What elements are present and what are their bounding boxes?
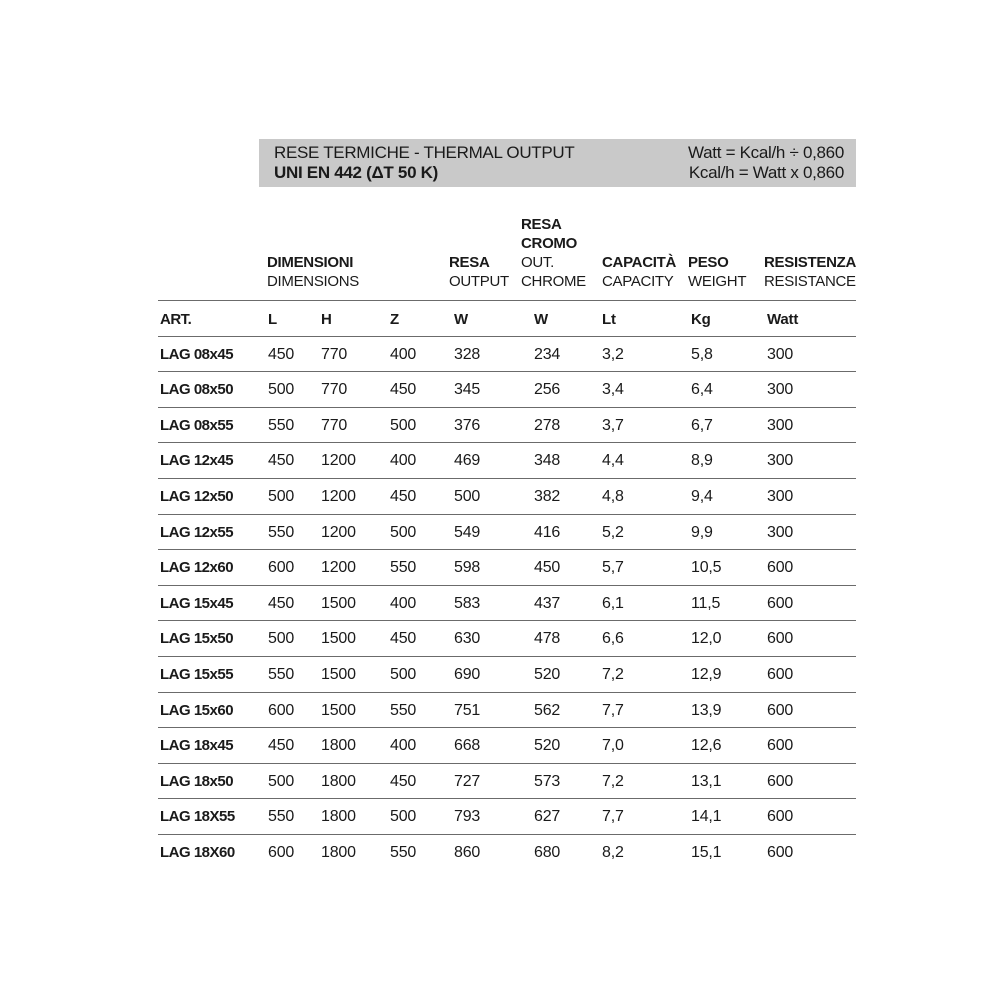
cell-center-distance: 500 — [390, 523, 417, 541]
cell-resistance: 600 — [767, 808, 794, 826]
cell-output: 727 — [454, 772, 481, 790]
cell-output: 328 — [454, 345, 481, 363]
cell-capacity: 6,6 — [602, 630, 624, 648]
cell-output-chrome: 234 — [534, 345, 561, 363]
cell-capacity: 4,4 — [602, 452, 624, 470]
cell-height: 1800 — [321, 737, 356, 755]
cell-art: LAG 08x55 — [160, 416, 234, 434]
cell-capacity: 3,4 — [602, 381, 624, 399]
unit-resistance: Watt — [767, 311, 799, 328]
cell-capacity: 5,7 — [602, 559, 624, 577]
cell-center-distance: 400 — [390, 452, 417, 470]
cell-resistance: 600 — [767, 772, 794, 790]
column-header-output-chrome — [521, 215, 586, 291]
cell-length: 500 — [268, 381, 295, 399]
cell-height: 1200 — [321, 452, 356, 470]
cell-output-chrome: 520 — [534, 666, 561, 683]
cell-capacity: 7,7 — [602, 808, 624, 826]
cell-length: 450 — [268, 594, 295, 612]
cell-weight: 9,4 — [691, 488, 713, 505]
cell-resistance: 600 — [767, 701, 794, 719]
cell-center-distance: 500 — [390, 416, 417, 434]
cell-weight: 13,9 — [691, 701, 722, 719]
cell-output-chrome: 562 — [534, 701, 561, 719]
cell-height: 1500 — [321, 594, 356, 612]
cell-center-distance: 400 — [390, 737, 417, 755]
output-en-label: OUTPUT — [449, 273, 509, 290]
weight-en-label: WEIGHT — [688, 273, 747, 290]
header-formula-block — [688, 143, 844, 183]
cell-output: 860 — [454, 844, 481, 861]
cell-height: 1800 — [321, 844, 356, 861]
table-row — [158, 693, 856, 728]
cell-height: 1200 — [321, 523, 356, 541]
cell-art: LAG 18X55 — [160, 808, 235, 826]
weight-it-label: PESO — [688, 254, 729, 271]
unit-output: W — [454, 311, 468, 328]
table-row — [158, 835, 856, 870]
table-row — [158, 515, 856, 550]
cell-height: 1800 — [321, 772, 356, 790]
cell-resistance: 600 — [767, 630, 794, 648]
cell-output: 583 — [454, 594, 481, 612]
cell-center-distance: 500 — [390, 808, 417, 826]
dimensions-it-label: DIMENSIONI — [267, 254, 354, 271]
cell-capacity: 3,7 — [602, 416, 624, 434]
cell-center-distance: 400 — [390, 594, 417, 612]
table-row — [158, 586, 856, 621]
cell-center-distance: 450 — [390, 772, 417, 790]
cell-weight: 6,7 — [691, 416, 713, 434]
cell-art: LAG 15x50 — [160, 630, 234, 648]
table-row — [158, 408, 856, 443]
cell-length: 450 — [268, 345, 295, 363]
cell-weight: 12,6 — [691, 737, 722, 755]
cell-art: LAG 12x45 — [160, 452, 234, 470]
cell-output: 630 — [454, 630, 481, 648]
cell-weight: 13,1 — [691, 772, 722, 790]
unit-weight: Kg — [691, 311, 711, 328]
column-header-capacity — [602, 253, 676, 291]
cell-resistance: 600 — [767, 666, 794, 683]
cell-height: 1500 — [321, 701, 356, 719]
output-it-label: RESA — [449, 254, 490, 271]
cell-height: 770 — [321, 416, 348, 434]
cell-weight: 12,9 — [691, 666, 722, 683]
cell-length: 450 — [268, 737, 295, 755]
table-row — [158, 550, 856, 585]
row-divider — [158, 300, 856, 301]
cell-output: 376 — [454, 416, 481, 434]
cell-weight: 12,0 — [691, 630, 722, 648]
cell-length: 500 — [268, 630, 295, 648]
output-chrome-it-label-2: CROMO — [521, 235, 577, 252]
cell-center-distance: 500 — [390, 666, 417, 683]
cell-output: 345 — [454, 381, 481, 399]
table-row — [158, 479, 856, 514]
cell-resistance: 300 — [767, 381, 794, 399]
unit-length: L — [268, 311, 277, 328]
units-row — [158, 302, 856, 337]
cell-center-distance: 550 — [390, 844, 417, 861]
header-title: RESE TERMICHE - THERMAL OUTPUT — [274, 143, 575, 162]
column-header-resistance — [764, 253, 856, 291]
cell-height: 1800 — [321, 808, 356, 826]
cell-art: LAG 18x45 — [160, 737, 234, 755]
cell-output-chrome: 382 — [534, 488, 561, 505]
cell-capacity: 7,7 — [602, 701, 624, 719]
cell-output-chrome: 437 — [534, 594, 561, 612]
cell-output: 668 — [454, 737, 481, 755]
cell-resistance: 300 — [767, 523, 794, 541]
cell-weight: 5,8 — [691, 345, 713, 363]
cell-height: 1500 — [321, 666, 356, 683]
cell-weight: 14,1 — [691, 808, 722, 826]
cell-weight: 8,9 — [691, 452, 713, 470]
header-title-block — [274, 143, 575, 183]
cell-art: LAG 15x45 — [160, 594, 234, 612]
cell-resistance: 600 — [767, 844, 794, 861]
cell-capacity: 5,2 — [602, 523, 624, 541]
cell-length: 500 — [268, 772, 295, 790]
cell-height: 770 — [321, 381, 348, 399]
unit-height: H — [321, 311, 332, 328]
cell-weight: 9,9 — [691, 523, 713, 541]
thermal-output-header-band — [259, 139, 856, 187]
cell-center-distance: 450 — [390, 381, 417, 399]
cell-output: 751 — [454, 701, 481, 719]
cell-resistance: 600 — [767, 594, 794, 612]
cell-output-chrome: 573 — [534, 772, 561, 790]
cell-output-chrome: 680 — [534, 844, 561, 861]
capacity-en-label: CAPACITY — [602, 273, 674, 290]
cell-capacity: 6,1 — [602, 594, 624, 612]
output-chrome-en-label-1: OUT. — [521, 254, 554, 271]
cell-weight: 11,5 — [691, 594, 721, 612]
column-header-weight — [688, 253, 746, 291]
cell-weight: 10,5 — [691, 559, 722, 577]
cell-center-distance: 450 — [390, 630, 417, 648]
cell-resistance: 300 — [767, 452, 794, 470]
cell-art: LAG 12x60 — [160, 559, 234, 577]
cell-output-chrome: 627 — [534, 808, 561, 826]
table-row — [158, 799, 856, 834]
cell-length: 550 — [268, 666, 295, 683]
cell-output-chrome: 256 — [534, 381, 561, 399]
cell-resistance: 300 — [767, 345, 794, 363]
cell-output: 598 — [454, 559, 481, 577]
cell-center-distance: 450 — [390, 488, 417, 505]
cell-weight: 6,4 — [691, 381, 713, 399]
cell-height: 1500 — [321, 630, 356, 648]
cell-height: 1200 — [321, 559, 356, 577]
cell-resistance: 300 — [767, 416, 794, 434]
output-chrome-it-label-1: RESA — [521, 216, 562, 233]
cell-length: 450 — [268, 452, 295, 470]
cell-weight: 15,1 — [691, 844, 722, 861]
cell-center-distance: 550 — [390, 701, 417, 719]
cell-length: 550 — [268, 523, 295, 541]
column-header-output — [449, 253, 509, 291]
table-row — [158, 621, 856, 656]
cell-length: 600 — [268, 701, 295, 719]
table-row — [158, 728, 856, 763]
cell-length: 550 — [268, 416, 295, 434]
header-standard: UNI EN 442 (ΔT 50 K) — [274, 163, 438, 182]
cell-output-chrome: 416 — [534, 523, 561, 541]
unit-output-chrome: W — [534, 311, 548, 328]
cell-length: 600 — [268, 844, 295, 861]
cell-resistance: 600 — [767, 559, 794, 577]
unit-center-distance: Z — [390, 311, 399, 328]
resistance-en-label: RESISTANCE — [764, 273, 856, 290]
unit-art: ART. — [160, 311, 192, 328]
cell-art: LAG 12x50 — [160, 488, 234, 505]
cell-output-chrome: 450 — [534, 559, 561, 577]
cell-output: 500 — [454, 488, 481, 505]
formula-watt: Watt = Kcal/h ÷ 0,860 — [688, 143, 844, 162]
column-header-dimensions — [267, 253, 359, 291]
output-chrome-en-label-2: CHROME — [521, 273, 586, 290]
cell-art: LAG 15x60 — [160, 701, 234, 719]
cell-capacity: 7,2 — [602, 666, 624, 683]
cell-output: 793 — [454, 808, 481, 826]
capacity-it-label: CAPACITÀ — [602, 254, 676, 271]
resistance-it-label: RESISTENZA — [764, 254, 857, 271]
cell-output-chrome: 348 — [534, 452, 561, 470]
cell-capacity: 7,0 — [602, 737, 624, 755]
cell-output: 690 — [454, 666, 481, 683]
cell-art: LAG 08x45 — [160, 345, 234, 363]
cell-resistance: 300 — [767, 488, 794, 505]
cell-output: 469 — [454, 452, 481, 470]
cell-art: LAG 15x55 — [160, 666, 234, 683]
cell-output: 549 — [454, 523, 481, 541]
cell-height: 1200 — [321, 488, 356, 505]
cell-length: 600 — [268, 559, 295, 577]
table-row — [158, 372, 856, 407]
table-row — [158, 657, 856, 692]
cell-art: LAG 18X60 — [160, 844, 235, 861]
cell-center-distance: 400 — [390, 345, 417, 363]
cell-output-chrome: 520 — [534, 737, 561, 755]
formula-kcal: Kcal/h = Watt x 0,860 — [688, 163, 844, 182]
table-row — [158, 764, 856, 799]
cell-length: 500 — [268, 488, 295, 505]
cell-art: LAG 12x55 — [160, 523, 234, 541]
table-row — [158, 337, 856, 372]
cell-output-chrome: 478 — [534, 630, 561, 648]
unit-capacity: Lt — [602, 311, 616, 328]
table-row — [158, 443, 856, 478]
cell-capacity: 4,8 — [602, 488, 624, 505]
cell-capacity: 7,2 — [602, 772, 624, 790]
cell-resistance: 600 — [767, 737, 794, 755]
cell-art: LAG 18x50 — [160, 772, 234, 790]
cell-art: LAG 08x50 — [160, 381, 234, 399]
dimensions-en-label: DIMENSIONS — [267, 273, 360, 290]
cell-capacity: 3,2 — [602, 345, 624, 363]
cell-output-chrome: 278 — [534, 416, 561, 434]
cell-capacity: 8,2 — [602, 844, 624, 861]
cell-center-distance: 550 — [390, 559, 417, 577]
cell-length: 550 — [268, 808, 295, 826]
cell-height: 770 — [321, 345, 348, 363]
